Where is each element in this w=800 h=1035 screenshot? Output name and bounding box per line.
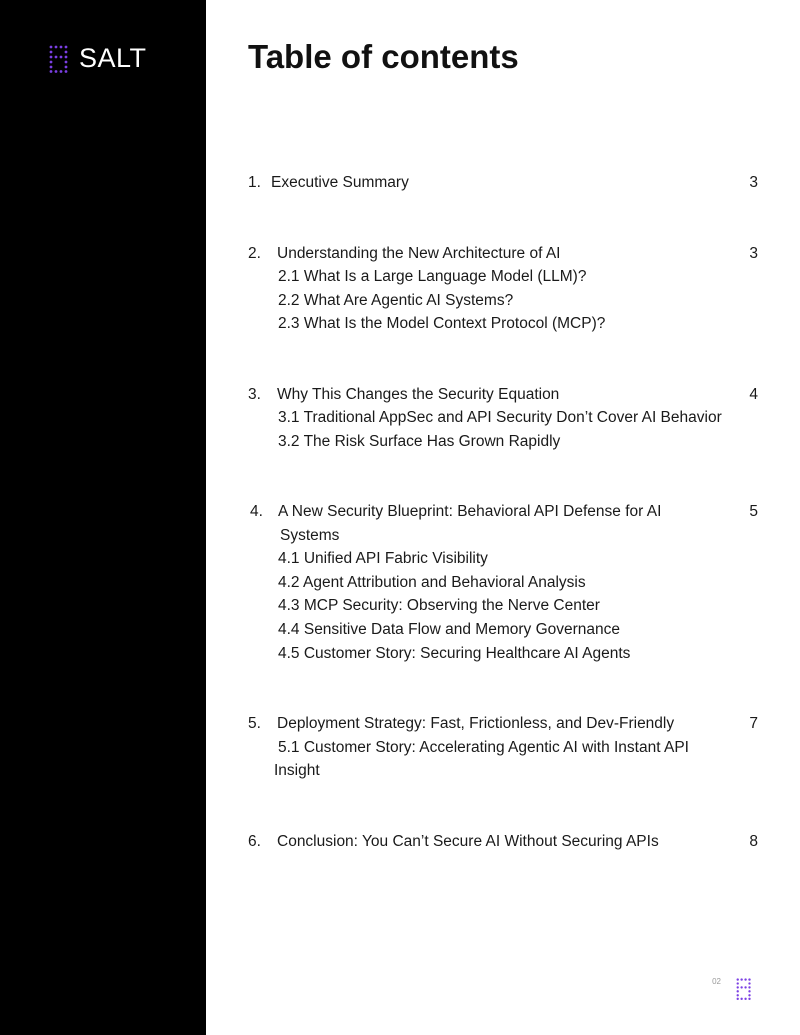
toc-subentry-2-1[interactable]: 2.1 What Is a Large Language Model (LLM)? (278, 268, 587, 285)
toc-subentry-2-2[interactable]: 2.2 What Are Agentic AI Systems? (278, 292, 514, 309)
toc-subentry-3-2[interactable]: 3.2 The Risk Surface Has Grown Rapidly (278, 433, 561, 450)
toc-entry-title: Why This Changes the Security Equation (277, 386, 560, 403)
toc-entry-title: Understanding the New Architecture of AI (277, 245, 561, 262)
toc-page-number: 5 (749, 503, 758, 520)
toc-page-number: 7 (749, 715, 758, 732)
toc-subentry-5-1[interactable]: 5.1 Customer Story: Accelerating Agentic AI with Instant API (278, 739, 689, 756)
toc-page-number: 4 (749, 386, 758, 403)
toc-entry-title: Executive Summary (271, 174, 409, 191)
brand-name: SALT (79, 43, 147, 73)
toc-subentry-4-4[interactable]: 4.4 Sensitive Data Flow and Memory Governance (278, 621, 621, 638)
toc-subentry-4-3[interactable]: 4.3 MCP Security: Observing the Nerve Center (278, 597, 600, 614)
toc-entry-number: 4. (250, 503, 263, 520)
toc-entry-number: 5. (248, 715, 261, 732)
toc-entry-number: 6. (248, 833, 261, 850)
toc-subentry-4-2[interactable]: 4.2 Agent Attribution and Behavioral Analysis (278, 574, 586, 591)
toc-entry-4-title-continued: Systems (280, 527, 340, 544)
toc-entry-title: Conclusion: You Can’t Secure AI Without Securing APIs (277, 833, 659, 850)
toc-page-number: 8 (749, 833, 758, 850)
toc-entry-number: 1. (248, 174, 261, 191)
page-title: Table of contents (248, 38, 519, 75)
toc-subentry-4-5[interactable]: 4.5 Customer Story: Securing Healthcare AI Agents (278, 645, 631, 662)
toc-entry-title: Deployment Strategy: Fast, Frictionless, and Dev-Friendly (277, 715, 675, 732)
toc-entry-number: 3. (248, 386, 261, 403)
toc-page-number: 3 (749, 174, 758, 191)
toc-subentry-2-3[interactable]: 2.3 What Is the Model Context Protocol (MCP)? (278, 315, 606, 332)
toc-entry-number: 2. (248, 245, 261, 262)
toc-subentry-3-1[interactable]: 3.1 Traditional AppSec and API Security Don’t Cover AI Behavior (278, 409, 722, 426)
salt-logo-icon (735, 978, 753, 1000)
toc-subentry-5-1-continued: Insight (274, 762, 320, 779)
toc-entry-title: A New Security Blueprint: Behavioral API Defense for AI (278, 503, 662, 520)
toc-page-number: 3 (749, 245, 758, 262)
footer-page-number: 02 (712, 977, 721, 986)
toc-subentry-4-1[interactable]: 4.1 Unified API Fabric Visibility (278, 550, 488, 567)
